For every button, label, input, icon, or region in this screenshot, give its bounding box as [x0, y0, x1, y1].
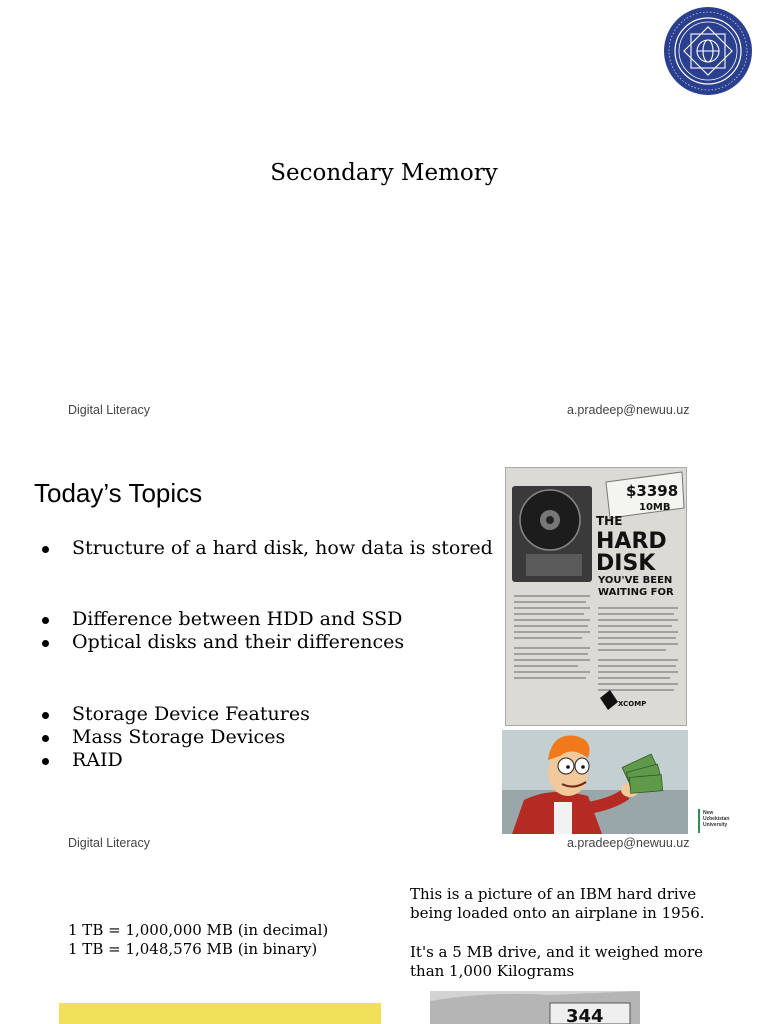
university-seal-logo	[663, 6, 753, 96]
ad-headline-disk: DISK	[596, 551, 656, 576]
cartoon-character-money-image	[502, 730, 688, 834]
ad-headline-the: THE	[596, 514, 623, 528]
university-wordmark	[698, 809, 738, 833]
ad-headline-hard: HARD	[596, 529, 667, 554]
conversion-binary: 1 TB = 1,048,576 MB (in binary)	[68, 940, 318, 958]
ad-tagline-1: YOU'VE BEEN	[598, 575, 673, 586]
ibm-caption-history: This is a picture of an IBM hard drive being loaded onto an airplane in 1956.	[410, 885, 705, 922]
topics-heading: Today’s Topics	[34, 478, 203, 508]
conversion-decimal: 1 TB = 1,000,000 MB (in decimal)	[68, 921, 329, 939]
list-item	[34, 726, 310, 749]
topics-list-a	[34, 537, 493, 560]
bullet-icon	[42, 712, 49, 719]
list-item-label: Difference between HDD and SSD	[72, 608, 403, 630]
list-item	[34, 608, 404, 631]
bullet-icon	[42, 758, 49, 765]
list-item-label: Optical disks and their differences	[72, 631, 405, 653]
ad-capacity: 10MB	[639, 502, 671, 513]
photo-label: 344	[566, 1006, 604, 1024]
list-item-label: Structure of a hard disk, how data is stored	[72, 537, 493, 559]
footer-course-name: Digital Literacy	[68, 403, 150, 417]
list-item	[34, 631, 404, 654]
footer-email: a.pradeep@newuu.uz	[567, 836, 690, 850]
yellow-highlight-block	[59, 1003, 381, 1024]
list-item	[34, 703, 310, 726]
hard-disk-advertisement-image	[505, 467, 687, 726]
wordmark-text: New Uzbekistan University	[703, 810, 730, 828]
ad-brand: XCOMP	[618, 700, 647, 708]
list-item-label: Mass Storage Devices	[72, 726, 286, 748]
list-item	[34, 537, 493, 560]
list-item-label: RAID	[72, 749, 123, 771]
ad-price: $3398	[626, 482, 679, 500]
bullet-icon	[42, 546, 49, 553]
ad-tagline-2: WAITING FOR	[598, 587, 674, 598]
ibm-hard-drive-photo	[430, 991, 640, 1024]
bullet-icon	[42, 617, 49, 624]
topics-list-b	[34, 608, 404, 654]
topics-list-c	[34, 703, 310, 772]
bullet-icon	[42, 735, 49, 742]
wordmark-bar	[698, 809, 700, 833]
list-item	[34, 749, 310, 772]
list-item-label: Storage Device Features	[72, 703, 310, 725]
footer-email: a.pradeep@newuu.uz	[567, 403, 690, 417]
slide-title: Secondary Memory	[270, 160, 498, 186]
bullet-icon	[42, 640, 49, 647]
ibm-caption-weight: It's a 5 MB drive, and it weighed more than 1,000 Kilograms	[410, 943, 704, 980]
footer-course-name: Digital Literacy	[68, 836, 150, 850]
